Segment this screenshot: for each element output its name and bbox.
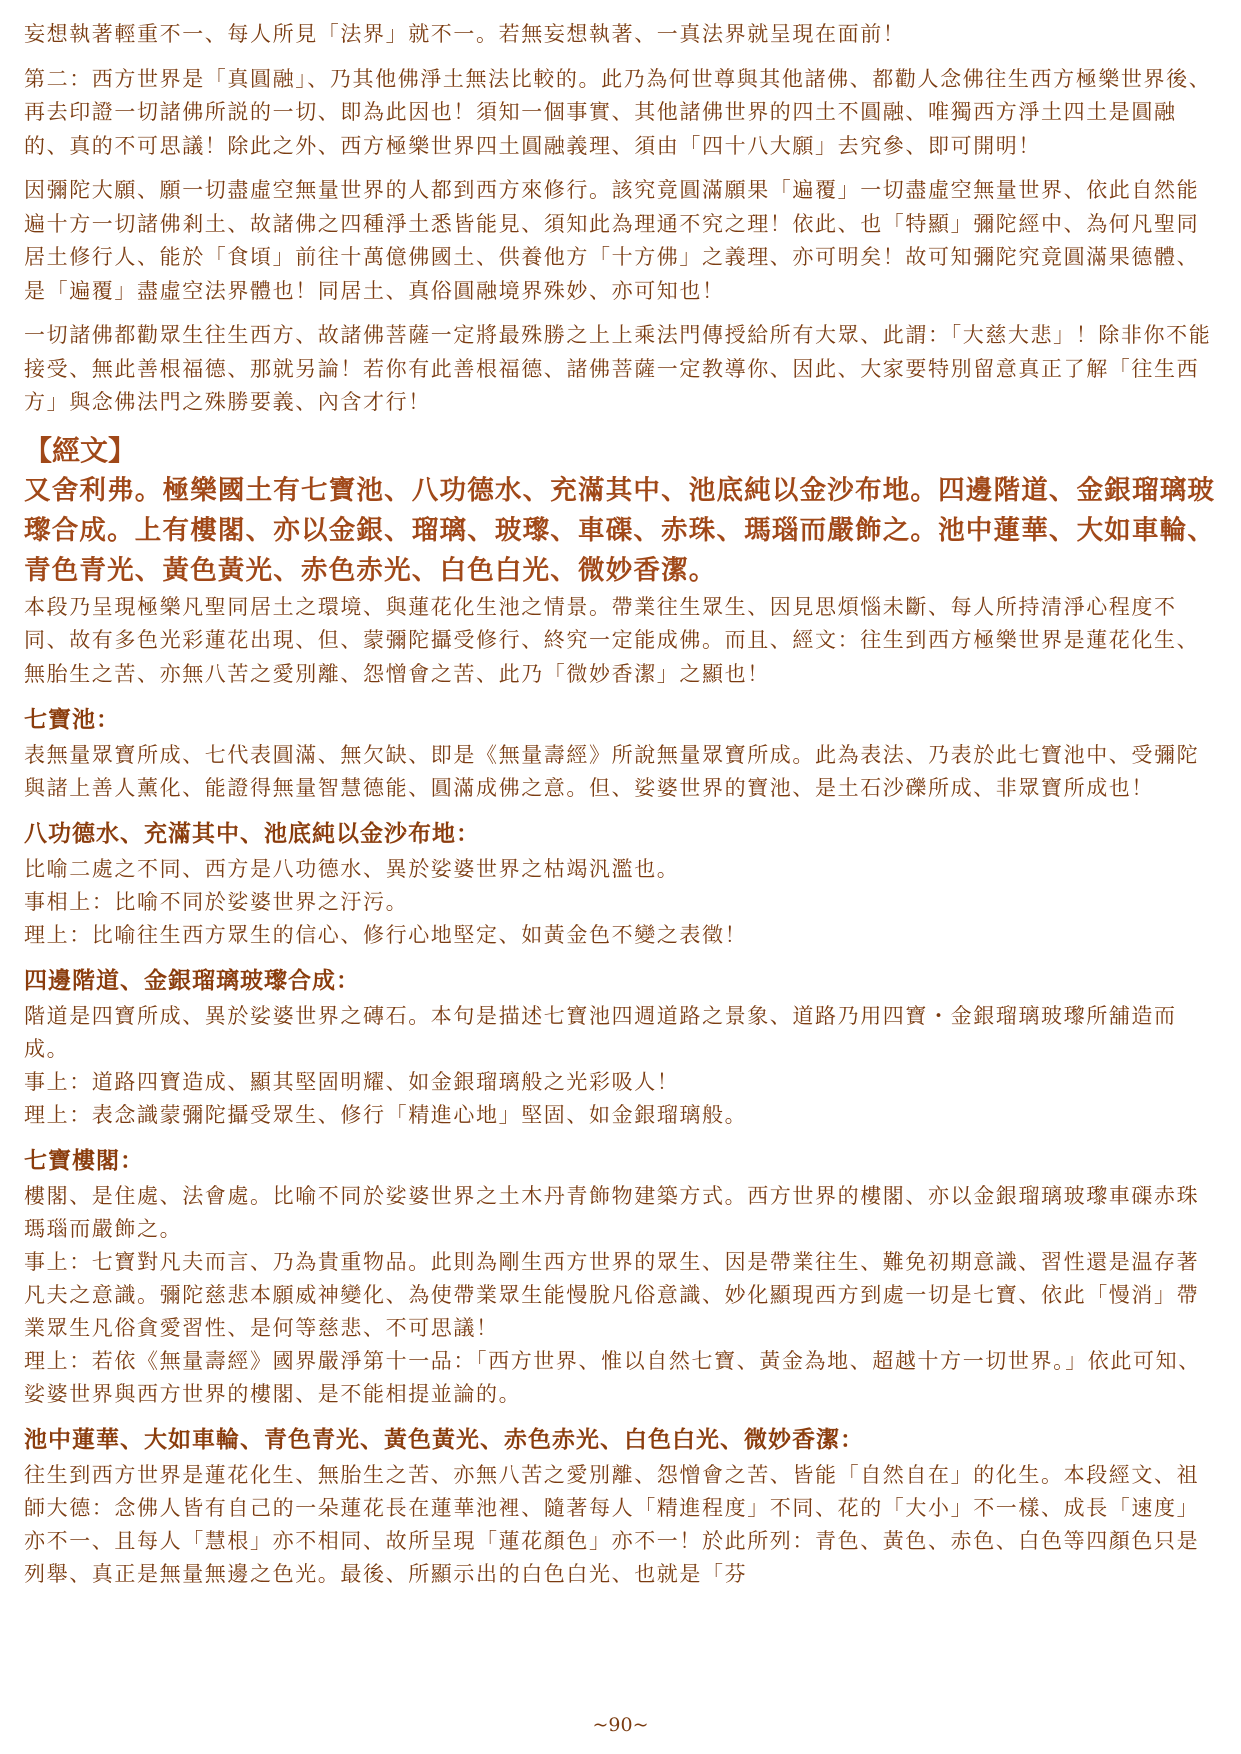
section-line: 事相上：比喻不同於娑婆世界之汙污。 [24,890,409,914]
section-heading: 池中蓮華、大如車輪、青色青光、黃色黃光、赤色赤光、白色白光、微妙香潔： [24,1426,864,1453]
section-line: 階道是四寶所成、異於娑婆世界之磚石。本句是描述七寶池四週道路之景象、道路乃用四寶・金銀瑠璃玻瓈所舖造而成。 [24,1004,1177,1061]
section-heading: 七寶池： [24,706,120,733]
section-four-side-paths [24,962,1219,1132]
section-line: 理上：若依《無量壽經》國界嚴淨第十一品：「西方世界、惟以自然七寶、黃金為地、超越十方一切世界。」依此可知、娑婆世界與西方世界的樓閣、是不能相提並論的。 [24,1349,1201,1406]
section-line: 事上：道路四寶造成、顯其堅固明耀、如金銀瑠璃般之光彩吸人！ [24,1070,680,1094]
section-heading: 四邊階道、金銀瑠璃玻瓈合成： [24,967,360,994]
section-line: 樓閣、是住處、法會處。比喻不同於娑婆世界之土木丹青飾物建築方式。西方世界的樓閣、亦以金銀瑠璃玻瓈車磲赤珠瑪瑙而嚴飾之。 [24,1184,1200,1241]
section-eight-merit-water [24,815,1219,952]
section-lotus-in-pond [24,1421,1219,1591]
section-line: 比喻二處之不同、西方是八功德水、異於娑婆世界之枯竭汎濫也。 [24,857,680,881]
paragraph: 一切諸佛都勸眾生往生西方、故諸佛菩薩一定將最殊勝之上上乘法門傳授給所有大眾、此謂：「大慈大悲」！除非你不能接受、無此善根福德、那就另論！若你有此善根福德、諸佛菩薩一定教導你、因此、大家要特別留意真正了解「往生西方」與念佛法門之殊勝要義、內含才行！ [24,323,1212,414]
section-line: 表無量眾寶所成、七代表圓滿、無欠缺、即是《無量壽經》所說無量眾寶所成。此為表法、乃表於此七寶池中、受彌陀與諸上善人薰化、能證得無量智慧德能、圓滿成佛之意。但、娑婆世界的寶池、是土石沙礫所成、非眾寶所成也！ [24,743,1200,800]
sutra-text: 又舍利弗。極樂國土有七寶池、八功德水、充滿其中、池底純以金沙布地。四邊階道、金銀瑠璃玻瓈合成。上有樓閣、亦以金銀、瑠璃、玻瓈、車磲、赤珠、瑪瑙而嚴飾之。池中蓮華、大如車輪、青色青光、黃色黃光、赤色赤光、白色白光、微妙香潔。 [24,474,1216,586]
section-heading: 七寶樓閣： [24,1147,144,1174]
document-page [24,18,1219,1591]
sutra-commentary: 本段乃呈現極樂凡聖同居土之環境、與蓮花化生池之情景。帶業往生眾生、因見思煩惱未斷、每人所持清淨心程度不同、故有多色光彩蓮花出現、但、蒙彌陀攝受修行、終究一定能成佛。而且、經文：往生到西方極樂世界是蓮花化生、無胎生之苦、亦無八苦之愛別離、怨憎會之苦、此乃「微妙香潔」之顯也！ [24,594,1200,686]
section-heading: 八功德水、充滿其中、池底純以金沙布地： [24,820,480,847]
section-seven-treasure-pond [24,701,1219,805]
paragraph: 第二：西方世界是「真圓融」、乃其他佛淨土無法比較的。此乃為何世尊與其他諸佛、都勸人念佛往生西方極樂世界後、再去印證一切諸佛所説的一切、即為此因也！須知一個事實、其他諸佛世界的四土不圓融、唯獨西方淨土四土是圓融的、真的不可思議！除此之外、西方極樂世界四土圓融義理、須由「四十八大願」去究參、即可開明！ [24,66,1212,158]
section-line: 事上：七寶對凡夫而言、乃為貴重物品。此則為剛生西方世界的眾生、因是帶業往生、難免初期意識、習性還是温存著凡夫之意識。彌陀慈悲本願威神變化、為使帶業眾生能慢脫凡俗意識、妙化顯現西方到處一切是七寶、依此「慢消」帶業眾生凡俗貪愛習性、是何等慈悲、不可思議！ [24,1250,1200,1340]
section-line: 理上：比喻往生西方眾生的信心、修行心地堅定、如黃金色不變之表徵！ [24,923,748,947]
page-number: ~90~ [592,1714,649,1736]
section-seven-treasure-pavilions [24,1142,1219,1411]
paragraph: 因彌陀大願、願一切盡虛空無量世界的人都到西方來修行。該究竟圓滿願果「遍覆」一切盡虛空無量世界、依此自然能遍十方一切諸佛剎土、故諸佛之四種淨土悉皆能見、須知此為理通不究之理！依此、也「特顯」彌陀經中、為何凡聖同居土修行人、能於「食頃」前往十萬億佛國土、供養他方「十方佛」之義理、亦可明矣！故可知彌陀究竟圓滿果德體、是「遍覆」盡虛空法界體也！同居土、真俗圓融境界殊妙、亦可知也！ [24,178,1200,303]
section-line: 理上：表念識蒙彌陀攝受眾生、修行「精進心地」堅固、如金銀瑠璃般。 [24,1103,748,1127]
paragraph: 妄想執著輕重不一、每人所見「法界」就不一。若無妄想執著、一真法界就呈現在面前！ [24,22,906,46]
section-line: 往生到西方世界是蓮花化生、無胎生之苦、亦無八苦之愛別離、怨憎會之苦、皆能「自然自在」的化生。本段經文、祖師大德：念佛人皆有自己的一朵蓮花長在蓮華池裡、隨著每人「精進程度」不同、花的「大小」不一樣、成長「速度」亦不一、且每人「慧根」亦不相同、故所呈現「蓮花顏色」亦不一！於此所列：青色、黃色、赤色、白色等四顏色只是列舉、真正是無量無邊之色光。最後、所顯示出的白色白光、也就是「芬 [24,1463,1200,1586]
section-tag: 【經文】 [24,433,137,467]
